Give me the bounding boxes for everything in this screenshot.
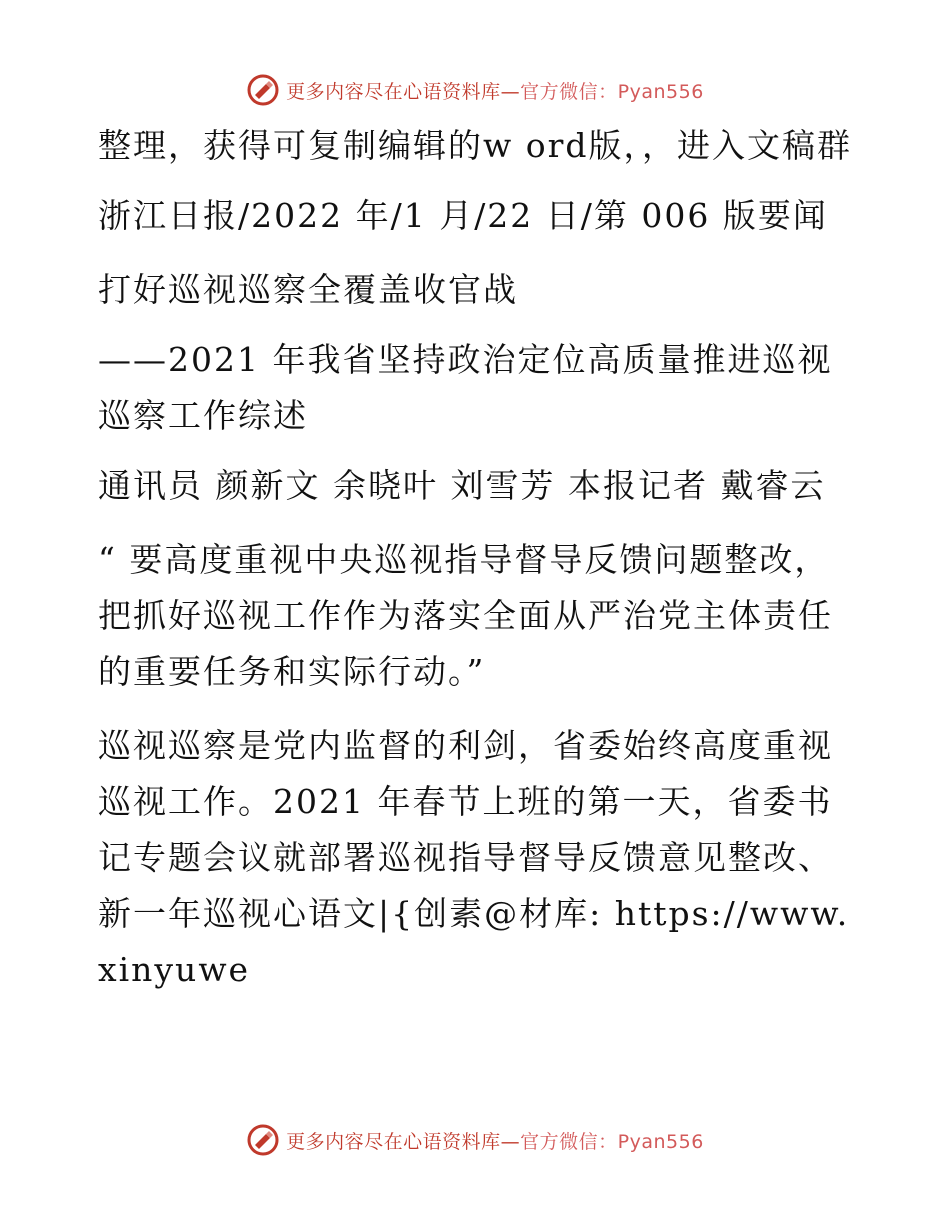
body-paragraph: 巡视巡察是党内监督的利剑，省委始终高度重视巡视工作。2021 年春节上班的第一天，省委书记专题会议就部署巡视指导督导反馈意见整改、新一年巡视心语文|{创素@材库: https://www.xinyuwe — [98, 726, 850, 989]
subheadline: ——2021 年我省坚持政治定位高质量推进巡视巡察工作综述 — [98, 340, 833, 435]
quote-paragraph: “ 要高度重视中央巡视指导督导反馈问题整改，把抓好巡视工作作为落实全面从严治党主体责任的重要任务和实际行动。” — [98, 540, 833, 691]
watermark-footer — [0, 1120, 950, 1160]
document-body — [98, 118, 858, 1016]
brand-logo-icon — [246, 1123, 280, 1157]
brand-logo-icon — [246, 73, 280, 107]
intro-paragraph: 整理，获得可复制编辑的w ord版，，进入文稿群 — [98, 126, 853, 165]
byline: 通讯员 颜新文 余晓叶 刘雪芳 本报记者 戴睿云 — [98, 466, 826, 505]
source-line: 浙江日报/2022 年/1 月/22 日/第 006 版要闻 — [98, 196, 828, 235]
headline: 打好巡视巡察全覆盖收官战 — [98, 270, 518, 309]
watermark-text: 更多内容尽在心语资料库—官方微信：Pyan556 — [286, 1130, 704, 1153]
watermark-text: 更多内容尽在心语资料库—官方微信：Pyan556 — [286, 80, 704, 103]
watermark-header — [0, 70, 950, 110]
